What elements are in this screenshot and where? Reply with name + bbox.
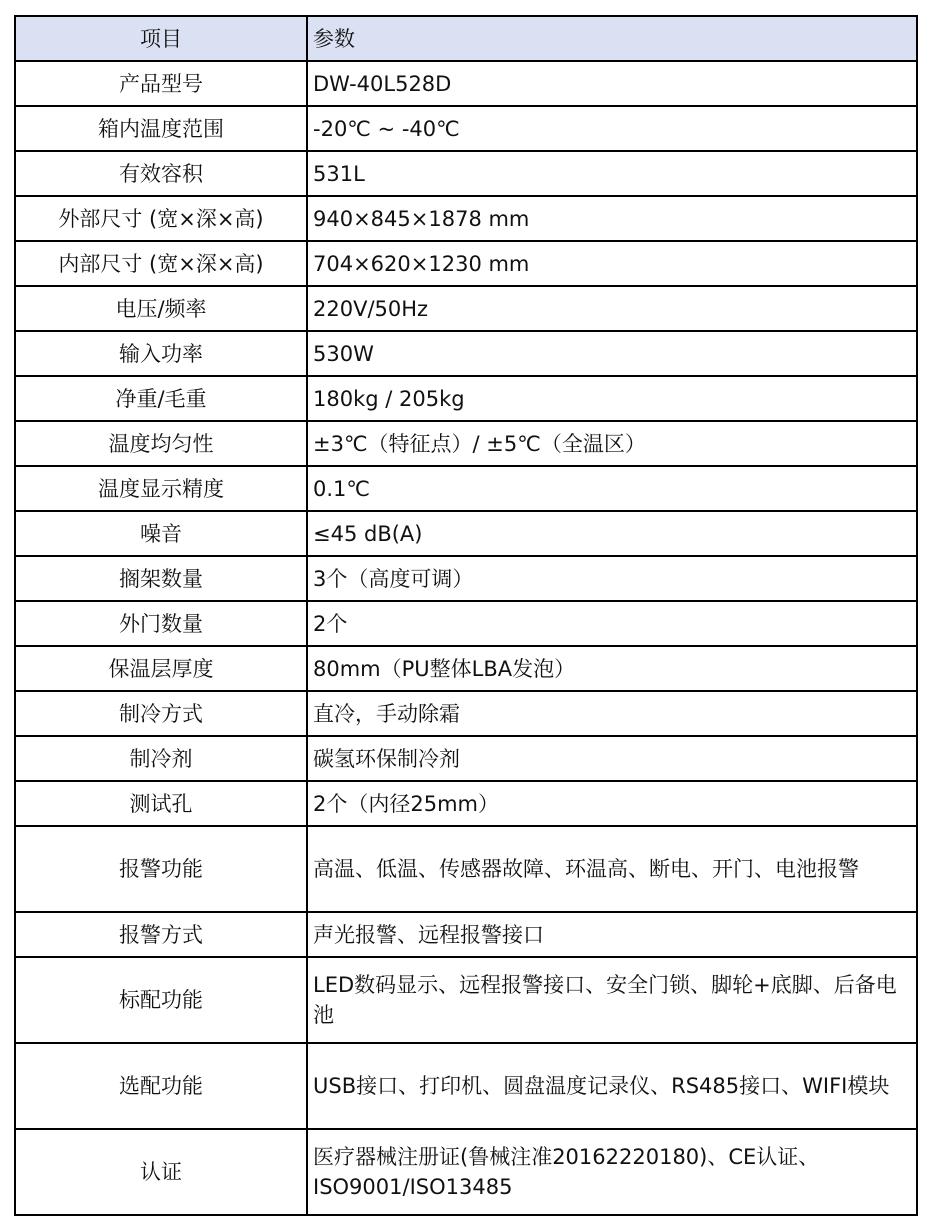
row-value: 2个（内径25mm） — [307, 781, 917, 826]
row-value: 220V/50Hz — [307, 286, 917, 331]
table-row — [15, 646, 917, 691]
table-row — [15, 286, 917, 331]
row-key: 报警方式 — [15, 912, 307, 957]
row-value: USB接口、打印机、圆盘温度记录仪、RS485接口、WIFI模块 — [307, 1043, 917, 1129]
row-key: 箱内温度范围 — [15, 106, 307, 151]
table-row — [15, 1043, 917, 1129]
row-value: -20℃ ~ -40℃ — [307, 106, 917, 151]
row-key: 有效容积 — [15, 151, 307, 196]
table-row — [15, 601, 917, 646]
table-row — [15, 912, 917, 957]
row-value: 医疗器械注册证(鲁械注准20162220180)、CE认证、ISO9001/ISO13485 — [307, 1129, 917, 1215]
row-value: 3个（高度可调） — [307, 556, 917, 601]
row-key: 温度显示精度 — [15, 466, 307, 511]
table-row — [15, 61, 917, 106]
row-key: 外门数量 — [15, 601, 307, 646]
row-key: 制冷方式 — [15, 691, 307, 736]
table-row — [15, 826, 917, 912]
table-row — [15, 511, 917, 556]
row-key: 噪音 — [15, 511, 307, 556]
spec-table — [14, 15, 918, 1216]
row-key: 温度均匀性 — [15, 421, 307, 466]
row-key: 测试孔 — [15, 781, 307, 826]
row-value: 高温、低温、传感器故障、环温高、断电、开门、电池报警 — [307, 826, 917, 912]
row-key: 保温层厚度 — [15, 646, 307, 691]
row-value: 0.1℃ — [307, 466, 917, 511]
header-parameter: 参数 — [307, 16, 917, 61]
table-row — [15, 957, 917, 1043]
row-value: 2个 — [307, 601, 917, 646]
table-row — [15, 196, 917, 241]
row-key: 认证 — [15, 1129, 307, 1215]
row-value: ±3℃（特征点）/ ±5℃（全温区） — [307, 421, 917, 466]
row-key: 内部尺寸 (宽×深×高) — [15, 241, 307, 286]
table-row — [15, 331, 917, 376]
table-header-row — [15, 16, 917, 61]
row-key: 报警功能 — [15, 826, 307, 912]
row-value: DW-40L528D — [307, 61, 917, 106]
row-key: 电压/频率 — [15, 286, 307, 331]
row-key: 标配功能 — [15, 957, 307, 1043]
table-row — [15, 781, 917, 826]
table-row — [15, 691, 917, 736]
row-value: 530W — [307, 331, 917, 376]
table-row — [15, 736, 917, 781]
table-row — [15, 556, 917, 601]
row-value: 180kg / 205kg — [307, 376, 917, 421]
table-row — [15, 241, 917, 286]
row-value: LED数码显示、远程报警接口、安全门锁、脚轮+底脚、后备电池 — [307, 957, 917, 1043]
row-value: 80mm（PU整体LBA发泡） — [307, 646, 917, 691]
row-value: 碳氢环保制冷剂 — [307, 736, 917, 781]
row-value: 940×845×1878 mm — [307, 196, 917, 241]
row-value: 声光报警、远程报警接口 — [307, 912, 917, 957]
row-key: 净重/毛重 — [15, 376, 307, 421]
table-row — [15, 1129, 917, 1215]
table-row — [15, 151, 917, 196]
row-key: 制冷剂 — [15, 736, 307, 781]
table-row — [15, 106, 917, 151]
row-key: 选配功能 — [15, 1043, 307, 1129]
table-row — [15, 466, 917, 511]
table-row — [15, 376, 917, 421]
header-item: 项目 — [15, 16, 307, 61]
row-key: 外部尺寸 (宽×深×高) — [15, 196, 307, 241]
row-value: ≤45 dB(A) — [307, 511, 917, 556]
row-key: 搁架数量 — [15, 556, 307, 601]
row-value: 直冷，手动除霜 — [307, 691, 917, 736]
row-key: 产品型号 — [15, 61, 307, 106]
table-row — [15, 421, 917, 466]
row-value: 531L — [307, 151, 917, 196]
row-value: 704×620×1230 mm — [307, 241, 917, 286]
row-key: 输入功率 — [15, 331, 307, 376]
